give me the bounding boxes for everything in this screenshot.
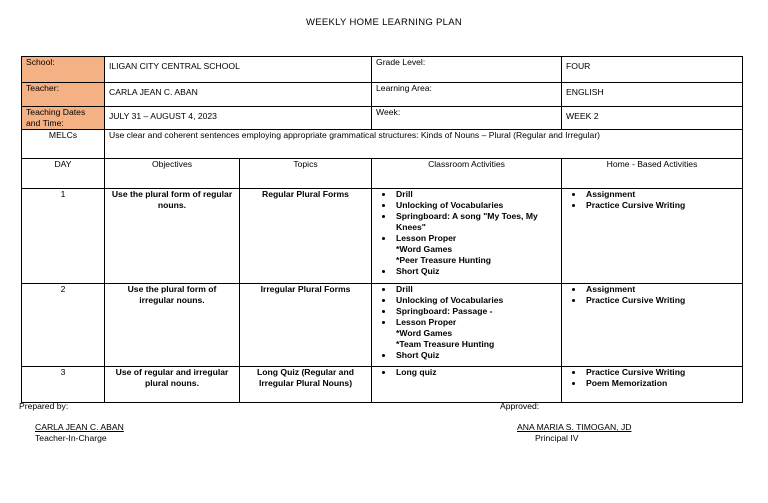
- classroom-activities-cell: [372, 284, 562, 367]
- day-number: 1: [22, 189, 105, 284]
- teacher-row: [22, 83, 743, 107]
- home-activity-list: [566, 367, 738, 389]
- topic-cell: Irregular Plural Forms: [240, 284, 372, 367]
- activity-item: Springboard: Passage -: [376, 306, 557, 317]
- day-row: [22, 284, 743, 367]
- activity-item: Lesson Proper: [376, 233, 557, 244]
- teaching-dates-label: Teaching Dates and Time:: [22, 107, 105, 130]
- day-number: 2: [22, 284, 105, 367]
- week-value: WEEK 2: [562, 107, 743, 130]
- activity-item: Drill: [376, 284, 557, 295]
- school-row: [22, 57, 743, 83]
- teacher-value: CARLA JEAN C. ABAN: [105, 83, 372, 107]
- approved-label: Approved:: [500, 401, 540, 411]
- activity-item: Short Quiz: [376, 266, 557, 277]
- activity-item: Poem Memorization: [566, 378, 738, 389]
- activity-subitem: *Word Games: [396, 328, 453, 338]
- activity-item: Drill: [376, 189, 557, 200]
- home-activities-cell: [562, 284, 743, 367]
- column-header-row: [22, 159, 743, 189]
- grade-level-value: FOUR: [562, 57, 743, 83]
- activity-item: Unlocking of Vocabularies: [376, 200, 557, 211]
- document-title: WEEKLY HOME LEARNING PLAN: [305, 17, 463, 28]
- day-row: [22, 189, 743, 284]
- column-header-objectives: Objectives: [105, 159, 240, 189]
- classroom-activity-list: [376, 189, 557, 277]
- activity-item: Lesson Proper: [376, 317, 557, 328]
- activity-item: Unlocking of Vocabularies: [376, 295, 557, 306]
- column-header-classroom: Classroom Activities: [372, 159, 562, 189]
- objective-cell: Use the plural form of irregular nouns.: [105, 284, 240, 367]
- topic-cell: Regular Plural Forms: [240, 189, 372, 284]
- dates-row: [22, 107, 743, 130]
- activity-subitem: *Team Treasure Hunting: [396, 339, 495, 349]
- classroom-activities-cell: [372, 189, 562, 284]
- day-row: [22, 367, 743, 403]
- activity-subitem: *Peer Treasure Hunting: [396, 255, 492, 265]
- melc-text: Use clear and coherent sentences employing appropriate grammatical structures: Kinds of Nouns – Plural (Regular and Irregular): [105, 130, 743, 159]
- activity-item: Practice Cursive Writing: [566, 367, 738, 378]
- grade-level-label: Grade Level:: [372, 57, 562, 83]
- activity-item: Short Quiz: [376, 350, 557, 361]
- day-number: 3: [22, 367, 105, 403]
- objective-cell: Use the plural form of regular nouns.: [105, 189, 240, 284]
- activity-subitem: *Word Games: [396, 244, 453, 254]
- classroom-activities-cell: [372, 367, 562, 403]
- melc-row: [22, 130, 743, 159]
- learning-area-value: ENGLISH: [562, 83, 743, 107]
- activity-item: Assignment: [566, 189, 738, 200]
- teacher-label: Teacher:: [22, 83, 105, 107]
- topic-cell: Long Quiz (Regular and Irregular Plural Nouns): [240, 367, 372, 403]
- teaching-dates-value: JULY 31 – AUGUST 4, 2023: [105, 107, 372, 130]
- home-activities-cell: [562, 189, 743, 284]
- prepared-by-name: CARLA JEAN C. ABAN: [35, 422, 124, 432]
- activity-item: Springboard: A song "My Toes, My Knees": [376, 211, 557, 233]
- column-header-day: DAY: [22, 159, 105, 189]
- home-activity-list: [566, 284, 738, 306]
- prepared-by-label: Prepared by:: [19, 401, 69, 411]
- week-label: Week:: [372, 107, 562, 130]
- prepared-by-role: Teacher-In-Charge: [35, 433, 107, 443]
- activity-item: Practice Cursive Writing: [566, 200, 738, 211]
- school-label: School:: [22, 57, 105, 83]
- objective-cell: Use of regular and irregular plural nouns.: [105, 367, 240, 403]
- melc-label: MELCs: [22, 130, 105, 159]
- school-value: ILIGAN CITY CENTRAL SCHOOL: [105, 57, 372, 83]
- home-activity-list: [566, 189, 738, 211]
- activity-item: Assignment: [566, 284, 738, 295]
- classroom-activity-list: [376, 284, 557, 361]
- classroom-activity-list: [376, 367, 557, 378]
- approved-role: Principal IV: [535, 433, 579, 443]
- column-header-home: Home - Based Activities: [562, 159, 743, 189]
- home-activities-cell: [562, 367, 743, 403]
- activity-item: Long quiz: [376, 367, 557, 378]
- column-header-topics: Topics: [240, 159, 372, 189]
- activity-item: Practice Cursive Writing: [566, 295, 738, 306]
- approved-name: ANA MARIA S. TIMOGAN, JD: [517, 422, 632, 432]
- learning-plan-table: [21, 56, 743, 403]
- learning-area-label: Learning Area:: [372, 83, 562, 107]
